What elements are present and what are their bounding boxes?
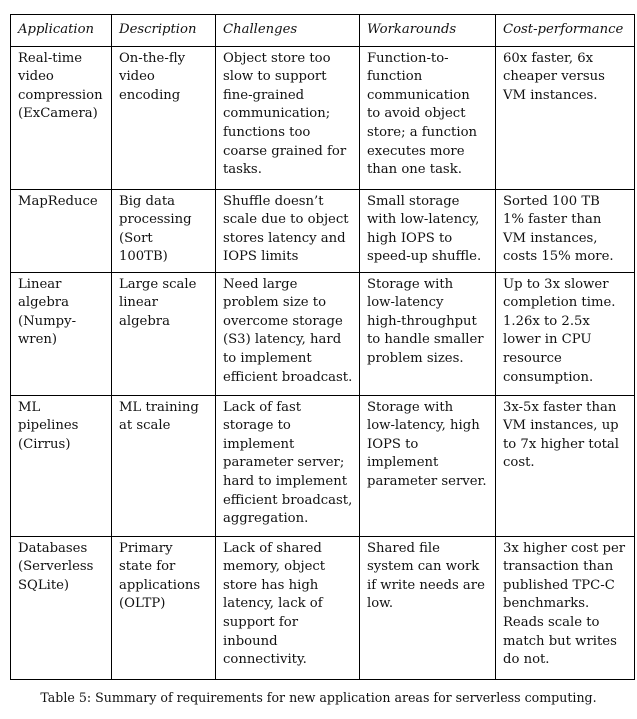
cell-cost-performance: 3x higher cost per transaction than published TPC-C benchmarks. Reads scale to match but writes do not. — [496, 536, 635, 679]
cell-challenges: Lack of fast storage to implement parameter server; hard to implement efficient broadcast, aggregation. — [216, 395, 360, 536]
table-caption: Table 5: Summary of requirements for new application areas for serverless computing. — [40, 690, 597, 705]
table-row — [11, 46, 635, 189]
cell-description: Primary state for applications (OLTP) — [112, 536, 216, 679]
cell-application: Real-time video compression (ExCamera) — [11, 46, 112, 189]
cell-description: Big data processing (Sort 100TB) — [112, 189, 216, 272]
header-application: Application — [11, 15, 112, 47]
header-row — [11, 15, 635, 47]
header-challenges: Challenges — [216, 15, 360, 47]
cell-application: ML pipelines (Cirrus) — [11, 395, 112, 536]
cell-cost-performance: 3x-5x faster than VM instances, up to 7x higher total cost. — [496, 395, 635, 536]
cell-cost-performance: 60x faster, 6x cheaper versus VM instances. — [496, 46, 635, 189]
cell-challenges: Object store too slow to support fine-grained communication; functions too coarse grained for tasks. — [216, 46, 360, 189]
cell-challenges: Need large problem size to overcome storage (S3) latency, hard to implement efficient broadcast. — [216, 272, 360, 395]
cell-description: On-the-fly video encoding — [112, 46, 216, 189]
cell-application: Linear algebra (Numpy- wren) — [11, 272, 112, 395]
table-row — [11, 272, 635, 395]
header-cost-performance: Cost-performance — [496, 15, 635, 47]
cell-application: MapReduce — [11, 189, 112, 272]
cell-workarounds: Shared file system can work if write needs are low. — [360, 536, 496, 679]
cell-cost-performance: Sorted 100 TB 1% faster than VM instances, costs 15% more. — [496, 189, 635, 272]
table-row — [11, 189, 635, 272]
cell-cost-performance: Up to 3x slower completion time. 1.26x to 2.5x lower in CPU resource consumption. — [496, 272, 635, 395]
cell-application: Databases (Serverless SQLite) — [11, 536, 112, 679]
requirements-table — [10, 14, 635, 680]
cell-challenges: Lack of shared memory, object store has high latency, lack of support for inbound connectivity. — [216, 536, 360, 679]
cell-workarounds: Small storage with low-latency, high IOPS to speed-up shuffle. — [360, 189, 496, 272]
cell-challenges: Shuffle doesn’t scale due to object stores latency and IOPS limits — [216, 189, 360, 272]
table-row — [11, 536, 635, 679]
header-workarounds: Workarounds — [360, 15, 496, 47]
cell-workarounds: Storage with low-latency high-throughput to handle smaller problem sizes. — [360, 272, 496, 395]
cell-description: ML training at scale — [112, 395, 216, 536]
cell-workarounds: Function-to- function communication to avoid object store; a function executes more than one task. — [360, 46, 496, 189]
table-row — [11, 395, 635, 536]
cell-workarounds: Storage with low-latency, high IOPS to implement parameter server. — [360, 395, 496, 536]
header-description: Description — [112, 15, 216, 47]
cell-description: Large scale linear algebra — [112, 272, 216, 395]
